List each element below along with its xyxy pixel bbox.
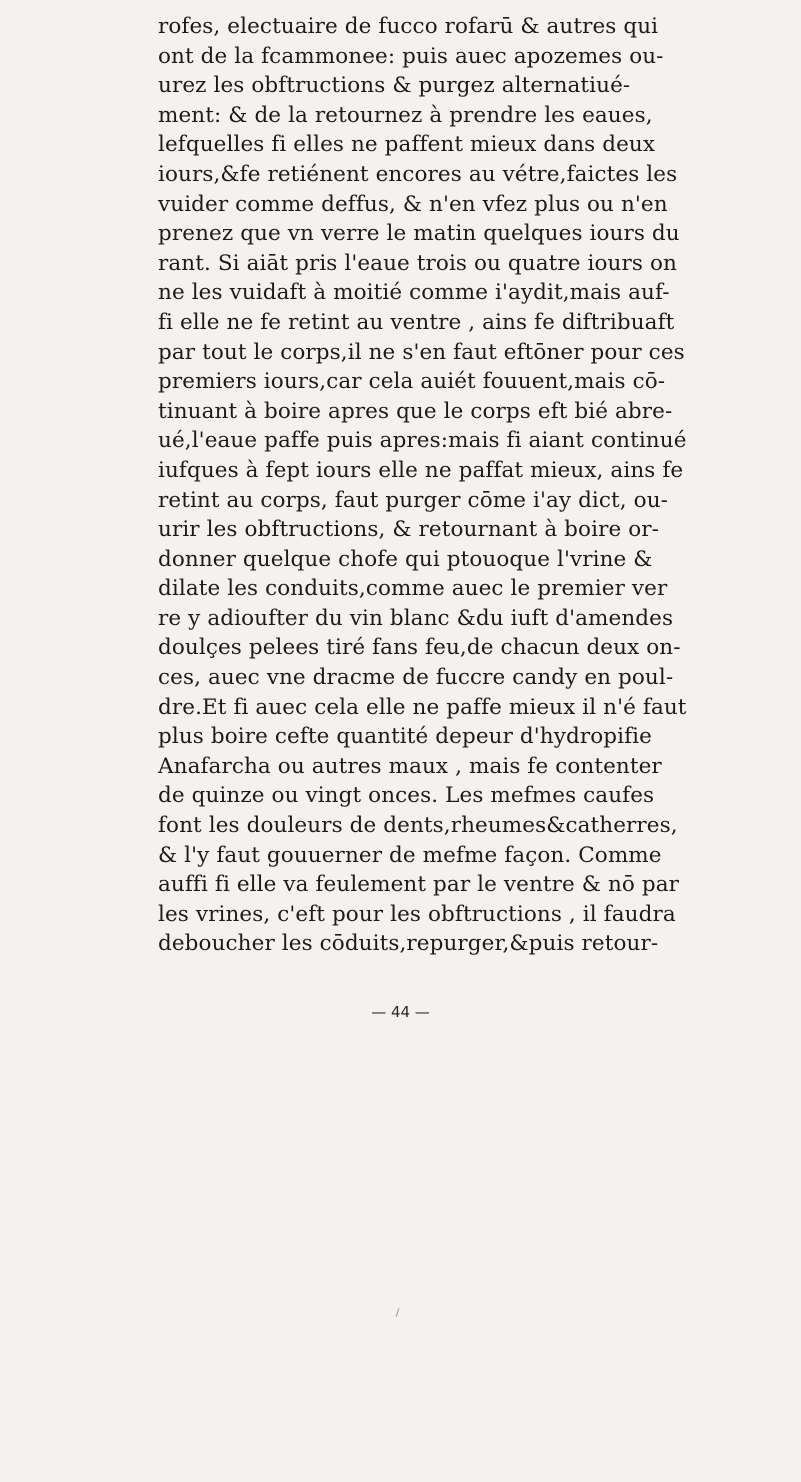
text-line: Anafarcha ou autres maux , mais fe contenter: [158, 753, 662, 779]
text-line: retint au corps, faut purger cōme i'ay dict, ou-: [158, 487, 669, 513]
paper-speck: [396, 1308, 400, 1317]
text-line: deboucher les cōduits,repurger,&puis retour-: [158, 931, 659, 957]
page-number: — 44 —: [371, 1003, 430, 1021]
text-line: doulçes pelees tiré fans feu,de chacun deux on-: [158, 635, 681, 661]
text-line: ué,l'eaue paffe puis apres:mais fi aiant continué: [158, 428, 687, 454]
text-line: auffi fi elle va feulement par le ventre & nō par: [158, 872, 680, 898]
text-line: ne les vuidaft à moitié comme i'aydit,mais auf-: [158, 280, 670, 306]
text-line: font les douleurs de dents,rheumes&catherres,: [158, 813, 678, 839]
text-line: les vrines, c'eft pour les obftructions , il faudra: [158, 901, 676, 927]
body-text: [158, 12, 758, 959]
text-line: vuider comme deffus, & n'en vfez plus ou n'en: [158, 191, 668, 217]
text-line: tinuant à boire apres que le corps eft bié abre-: [158, 398, 673, 424]
text-line: rant. Si aiāt pris l'eaue trois ou quatre iours on: [158, 250, 677, 276]
text-line: plus boire cefte quantité depeur d'hydropifie: [158, 724, 652, 750]
text-line: iours,&fe retiénent encores au vétre,faictes les: [158, 161, 678, 187]
text-line: fi elle ne fe retint au ventre , ains fe diftribuaft: [158, 309, 675, 335]
text-line: & l'y faut gouuerner de mefme façon. Comme: [158, 842, 662, 868]
text-line: urez les obftructions & purgez alternatiué-: [158, 73, 631, 99]
text-line: lefquelles fi elles ne paffent mieux dans deux: [158, 132, 656, 158]
text-line: de quinze ou vingt onces. Les mefmes caufes: [158, 783, 655, 809]
text-line: re y adioufter du vin blanc &du iuft d'amendes: [158, 605, 674, 631]
text-line: dre.Et fi auec cela elle ne paffe mieux il n'é faut: [158, 694, 687, 720]
text-line: urir les obftructions, & retournant à boire or-: [158, 517, 659, 543]
text-line: rofes, electuaire de fucco rofarū & autres qui: [158, 14, 659, 39]
text-line: ment: & de la retournez à prendre les eaues,: [158, 102, 653, 128]
text-line: iufques à fept iours elle ne paffat mieux, ains fe: [158, 457, 684, 483]
text-line: ces, auec vne dracme de fuccre candy en poul-: [158, 665, 674, 691]
text-line: par tout le corps,il ne s'en faut eftōner pour ces: [158, 339, 685, 365]
text-line: premiers iours,car cela auiét fouuent,mais cō-: [158, 369, 666, 395]
text-line: prenez que vn verre le matin quelques iours du: [158, 221, 680, 247]
text-line: dilate les conduits,comme auec le premier ver: [158, 576, 668, 602]
text-line: ont de la fcammonee: puis auec apozemes ou-: [158, 43, 664, 69]
text-line: donner quelque chofe qui ptouoque l'vrine &: [158, 546, 653, 572]
